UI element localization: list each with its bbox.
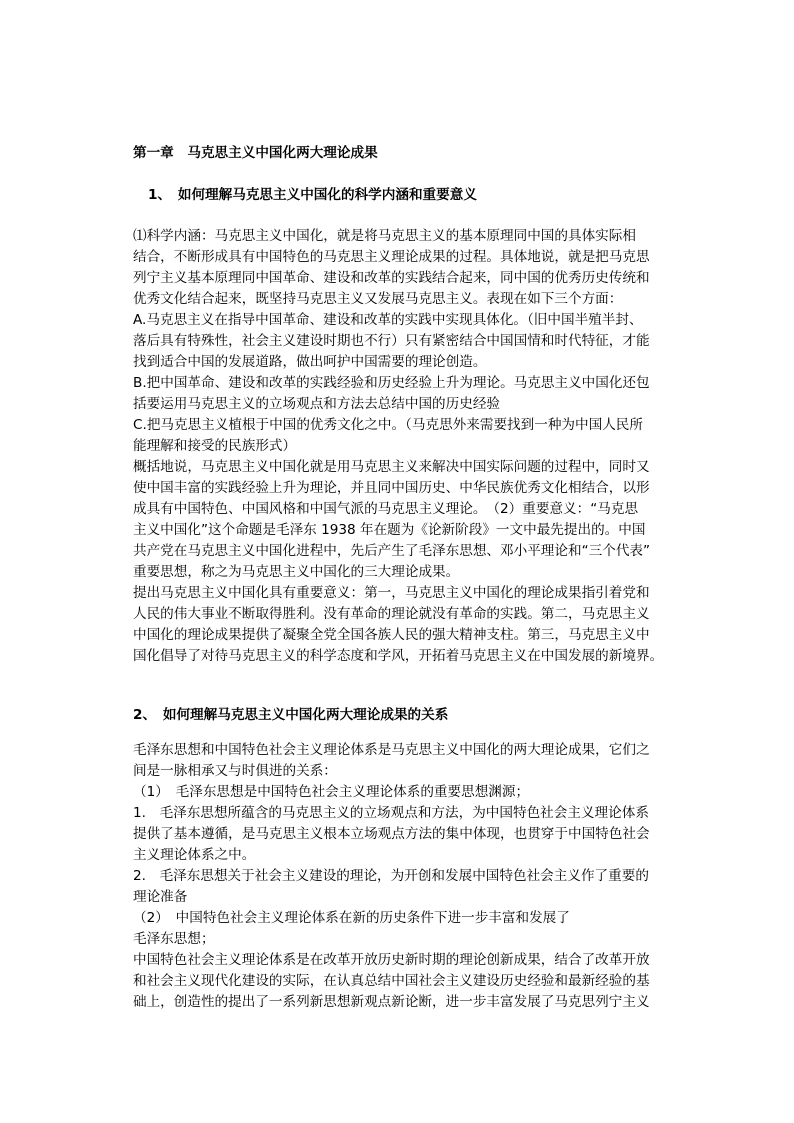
paragraph-line: 主义中国化”这个命题是毛泽东 1938 年在题为《论新阶段》一文中最先提出的。中国 [133, 522, 646, 538]
paragraph-line: 理论准备 [133, 889, 188, 905]
paragraph-line: 找到适合中国的发展道路，做出呵护中国需要的理论创造。 [133, 354, 487, 370]
paragraph-line: 和社会主义现代化建设的实际，在认真总结中国社会主义建设历史经验和最新经验的基 [133, 973, 650, 989]
section2-heading: 2、 如何理解马克思主义中国化两大理论成果的关系 [133, 707, 449, 723]
paragraph-line: 毛泽东思想； [133, 931, 215, 947]
paragraph-line: 础上，创造性的提出了一系列新思想新观点新论断，进一步丰富发展了马克思列宁主义 [133, 994, 650, 1010]
paragraph-line: 能理解和接受的民族形式） [133, 438, 297, 454]
paragraph-line: 结合，不断形成具有中国特色的马克思主义理论成果的过程。具体地说，就是把马克思 [133, 249, 650, 265]
paragraph-line: 2. 毛泽东思想关于社会主义建设的理论，为开创和发展中国特色社会主义作了重要的 [133, 868, 649, 884]
paragraph-line: 间是一脉相承又与时俱进的关系： [133, 763, 337, 779]
paragraph-line: 主义理论体系之中。 [133, 847, 256, 863]
paragraph-line: 共产党在马克思主义中国化进程中，先后产生了毛泽东思想、邓小平理论和“三个代表” [133, 543, 651, 559]
paragraph-line: 提出马克思主义中国化具有重要意义：第一，马克思主义中国化的理论成果指引着党和 [133, 585, 650, 601]
paragraph-line: 毛泽东思想和中国特色社会主义理论体系是马克思主义中国化的两大理论成果，它们之 [133, 742, 650, 758]
paragraph-line: 人民的伟大事业不断取得胜利。没有革命的理论就没有革命的实践。第二，马克思主义 [133, 606, 650, 622]
paragraph-line: 中国特色社会主义理论体系是在改革开放历史新时期的理论创新成果，结合了改革开放 [133, 952, 650, 968]
paragraph-line: 概括地说，马克思主义中国化就是用马克思主义来解决中国实际问题的过程中，同时又 [133, 459, 650, 475]
chapter-title: 第一章 马克思主义中国化两大理论成果 [133, 145, 378, 161]
paragraph-line: 重要思想，称之为马克思主义中国化的三大理论成果。 [133, 564, 460, 580]
paragraph-line: （1） 毛泽东思想是中国特色社会主义理论体系的重要思想渊源； [133, 784, 530, 800]
paragraph-line: 成具有中国特色、中国风格和中国气派的马克思主义理论。 （2）重要意义：“马克思 [133, 501, 639, 517]
paragraph-line: 优秀文化结合起来，既坚持马克思主义又发展马克思主义。表现在如下三个方面： [133, 291, 623, 307]
paragraph-line: 提供了基本遵循，是马克思主义根本立场观点方法的集中体现，也贯穿于中国特色社会 [133, 826, 650, 842]
paragraph-line: 中国化的理论成果提供了凝聚全党全国各族人民的强大精神支柱。第三，马克思主义中 [133, 627, 650, 643]
paragraph-line: 落后具有特殊性，社会主义建设时期也不行）只有紧密结合中国国情和时代特征，才能 [133, 333, 650, 349]
paragraph-line: （2） 中国特色社会主义理论体系在新的历史条件下进一步丰富和发展了 [133, 910, 570, 926]
paragraph-line: 列宁主义基本原理同中国革命、建设和改革的实践结合起来，同中国的优秀历史传统和 [133, 270, 650, 286]
paragraph-line: ⑴科学内涵：马克思主义中国化，就是将马克思主义的基本原理同中国的具体实际相 [133, 228, 636, 244]
section1-heading: 1、 如何理解马克思主义中国化的科学内涵和重要意义 [148, 187, 477, 203]
paragraph-line: 国化倡导了对待马克思主义的科学态度和学风，开拓着马克思主义在中国发展的新境界。 [133, 648, 664, 664]
paragraph-line: C.把马克思主义植根于中国的优秀文化之中。（马克思外来需要找到一种为中国人民所 [133, 417, 643, 433]
paragraph-line: 1. 毛泽东思想所蕴含的马克思主义的立场观点和方法，为中国特色社会主义理论体系 [133, 805, 649, 821]
paragraph-line: 括要运用马克思主义的立场观点和方法去总结中国的历史经验 [133, 396, 501, 412]
paragraph-line: B.把中国革命、建设和改革的实践经验和历史经验上升为理论。马克思主义中国化还包 [133, 375, 650, 391]
paragraph-line: A.马克思主义在指导中国革命、建设和改革的实践中实现具体化。（旧中国半殖半封、 [133, 312, 643, 328]
paragraph-line: 使中国丰富的实践经验上升为理论，并且同中国历史、中华民族优秀文化相结合，以形 [133, 480, 650, 496]
